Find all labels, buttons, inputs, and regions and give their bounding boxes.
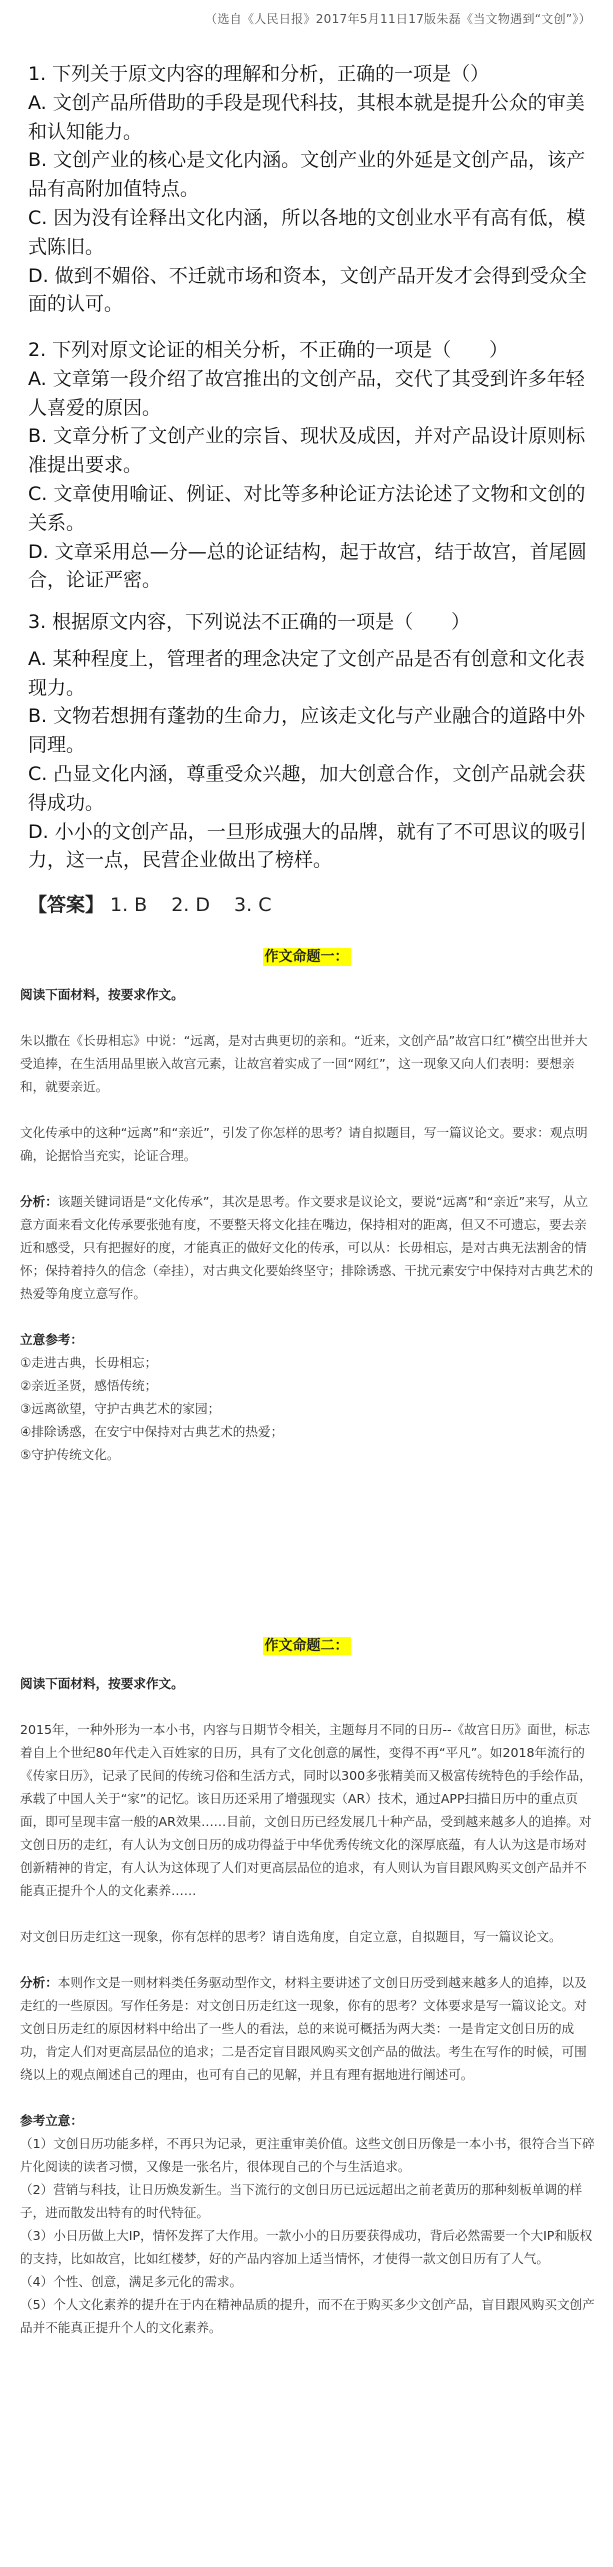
question-3-option-a: A. 某种程度上，管理者的理念决定了文创产品是否有创意和文化表现力。 bbox=[28, 647, 585, 699]
topic-1-instruction: 阅读下面材料，按要求作文。 bbox=[20, 987, 184, 1002]
question-1-title: 1. 下列关于原文内容的理解和分析，正确的一项是（） bbox=[28, 63, 490, 85]
source-citation: （选自《人民日报》2017年5月11日17版朱磊《当文物遇到“文创”》） bbox=[205, 12, 591, 26]
topic-1-analysis-label: 分析： bbox=[20, 1194, 58, 1209]
answer-2: 2. D bbox=[171, 894, 211, 916]
topic-2-idea: （4）个性、创意，满足多元化的需求。 bbox=[20, 2274, 243, 2289]
topic-2-analysis-label: 分析： bbox=[20, 1975, 58, 1990]
topic-2-instruction: 阅读下面材料，按要求作文。 bbox=[20, 1676, 184, 1691]
question-2-option-b: B. 文章分析了文创产业的宗旨、现状及成因，并对产品设计原则标准提出要求。 bbox=[28, 425, 586, 477]
question-2-option-a: A. 文章第一段介绍了故宫推出的文创产品，交代了其受到许多年轻人喜爱的原因。 bbox=[28, 367, 585, 419]
topic-1-ideas-label: 立意参考： bbox=[20, 1332, 83, 1347]
topic-2-heading-text: 作文命题二： bbox=[264, 1638, 349, 1654]
topic-1-material: 朱以撒在《长毋相忘》中说：“远离，是对古典更切的亲和。“近来，文创产品”故宫口红”横空出世并大受追捧，在生活用品里嵌入故宫元素，让故宫着实成了一回“网红”，这一现象又向人们表明：要想亲和，就要亲近。 bbox=[20, 1033, 588, 1094]
topic-1-task: 文化传承中的这种“远离”和“亲近”，引发了你怎样的思考？请自拟题目，写一篇议论文。要求：观点明确，论据恰当充实，论证合理。 bbox=[20, 1125, 588, 1163]
answer-line bbox=[28, 890, 289, 917]
topic-2-idea: （1）文创日历功能多样，不再只为记录，更注重审美价值。这些文创日历像是一本小书，很符合当下碎片化阅读的读者习惯，又像是一张名片，很体现自己的个与生活追求。 bbox=[20, 2136, 595, 2174]
answer-1: 1. B bbox=[110, 894, 148, 916]
topic-1-idea: ②亲近圣贤，感悟传统； bbox=[20, 1378, 158, 1393]
question-2-option-c: C. 文章使用喻证、例证、对比等多种论证方法论述了文物和文创的关系。 bbox=[28, 482, 586, 534]
topic-1-idea: ①走进古典，长毋相忘； bbox=[20, 1355, 158, 1370]
topic-2-task: 对文创日历走红这一现象，你有怎样的思考？请自选角度，自定立意，自拟题目，写一篇议论文。 bbox=[20, 1929, 562, 1944]
topic-1-analysis bbox=[20, 1190, 595, 1305]
question-2-option-d: D. 文章采用总—分—总的论证结构，起于故宫，结于故宫，首尾圆合，论证严密。 bbox=[28, 540, 587, 592]
question-2 bbox=[28, 336, 588, 595]
topic-1-analysis-text: 该题关键词语是“文化传承”，其次是思考。作文要求是议论文，要说“远离”和“亲近”来写，从立意方面来看文化传承要张弛有度，不要整天将文化挂在嘴边，保持相对的距离，但又不可遗忘，要去亲近和感受，只有把握好的度，才能真正的做好文化的传承，可以从：长毋相忘，是对古典无法割舍的情怀；保持着持久的信念（牵挂），对古典文化要始终坚守；排除诱惑、干扰元素安宁中保持对古典艺术的热爱等角度立意写作。 bbox=[20, 1194, 594, 1301]
topic-2-idea: （5）个人文化素养的提升在于内在精神品质的提升，而不在于购买多少文创产品，盲目跟风购买文创产品并不能真正提升个人的文化素养。 bbox=[20, 2297, 595, 2335]
question-1-option-a: A. 文创产品所借助的手段是现代科技，其根本就是提升公众的审美和认知能力。 bbox=[28, 91, 585, 143]
topic-2-ideas-label: 参考立意： bbox=[20, 2113, 83, 2128]
topic-2-analysis bbox=[20, 1971, 595, 2086]
question-3 bbox=[28, 608, 588, 875]
topic-1-idea: ④排除诱惑，在安宁中保持对古典艺术的热爱； bbox=[20, 1424, 284, 1439]
topic-2-material: 2015年，一种外形为一本小书，内容与日期节令相关，主题每月不同的日历--《故宫日历》面世，标志着自上个世纪80年代走入百姓家的日历，具有了文化创意的属性，变得不再“平凡”。如2018年流行的《传家日历》，记录了民间的传统习俗和生活方式，同时以300多张精美而又极富传统特色的手绘作品，承载了中国人关于“家”的记忆。该日历还采用了增强现实（AR）技术，通过APP扫描日历中的重点页面，即可呈现丰富一般的AR效果……目前，文创日历已经发展几十种产品，受到越来越多人的追捧。对文创日历的走红，有人认为文创日历的成功得益于中华优秀传统文化的深厚底蕴，有人认为这是市场对创新精神的肯定，有人认为这体现了人们对更高层品位的追求，有人则认为盲目跟风购买文创产品并不能真正提升个人的文化素养…… bbox=[20, 1722, 592, 1898]
topic-2-idea: （3）小日历做上大IP，情怀发挥了大作用。一款小小的日历要获得成功，背后必然需要一个大IP和版权的支持，比如故宫，比如红楼梦，好的产品内容加上适当情怀，才使得一款文创日历有了人气。 bbox=[20, 2228, 593, 2266]
answer-label: 【答案】 bbox=[28, 894, 105, 916]
question-3-option-c: C. 凸显文化内涵，尊重受众兴趣，加大创意合作，文创产品就会获得成功。 bbox=[28, 762, 586, 814]
question-3-option-b: B. 文物若想拥有蓬勃的生命力，应该走文化与产业融合的道路中外同理。 bbox=[28, 705, 586, 757]
question-3-title: 3. 根据原文内容，下列说法不正确的一项是（ ） bbox=[28, 611, 471, 633]
question-1-option-d: D. 做到不媚俗、不迁就市场和资本，文创产品开发才会得到受众全面的认可。 bbox=[28, 264, 587, 316]
topic-1-heading-text: 作文命题一： bbox=[264, 949, 349, 965]
topic-1-idea: ③远离欲望，守护古典艺术的家园； bbox=[20, 1401, 221, 1416]
question-1-option-b: B. 文创产业的核心是文化内涵。文创产业的外延是文创产品，该产品有高附加值特点。 bbox=[28, 149, 586, 201]
topic-1-body bbox=[20, 983, 595, 1466]
answer-3: 3. C bbox=[234, 894, 272, 916]
topic-2-analysis-text: 本则作文是一则材料类任务驱动型作文，材料主要讲述了文创日历受到越来越多人的追捧，以及走红的一些原因。写作任务是：对文创日历走红这一现象，你有的思考？文体要求是写一篇议论文。对文创日历走红的原因材料中给出了一些人的看法，总的来说可概括为两大类：一是肯定文创日历的成功，肯定人们对更高层品位的追求；二是否定盲目跟风购买文创产品的做法。考生在写作的时候，可围绕以上的观点阐述自己的理由，也可有自己的见解，并且有理有据地进行阐述可。 bbox=[20, 1975, 587, 2082]
question-1 bbox=[28, 60, 588, 319]
topic-2-body bbox=[20, 1672, 595, 2339]
topic-2-heading bbox=[0, 1635, 613, 1655]
question-3-option-d: D. 小小的文创产品，一旦形成强大的品牌，就有了不可思议的吸引力，这一点，民营企业做出了榜样。 bbox=[28, 820, 587, 872]
question-1-option-c: C. 因为没有诠释出文化内涵，所以各地的文创业水平有高有低，模式陈旧。 bbox=[28, 206, 586, 258]
topic-2-idea: （2）营销与科技，让日历焕发新生。当下流行的文创日历已远远超出之前老黄历的那种刻板单调的样子，进而散发出特有的时代特征。 bbox=[20, 2182, 583, 2220]
topic-1-heading bbox=[0, 946, 613, 966]
topic-1-idea: ⑤守护传统文化。 bbox=[20, 1447, 120, 1462]
question-2-title: 2. 下列对原文论证的相关分析，不正确的一项是（ ） bbox=[28, 339, 509, 361]
